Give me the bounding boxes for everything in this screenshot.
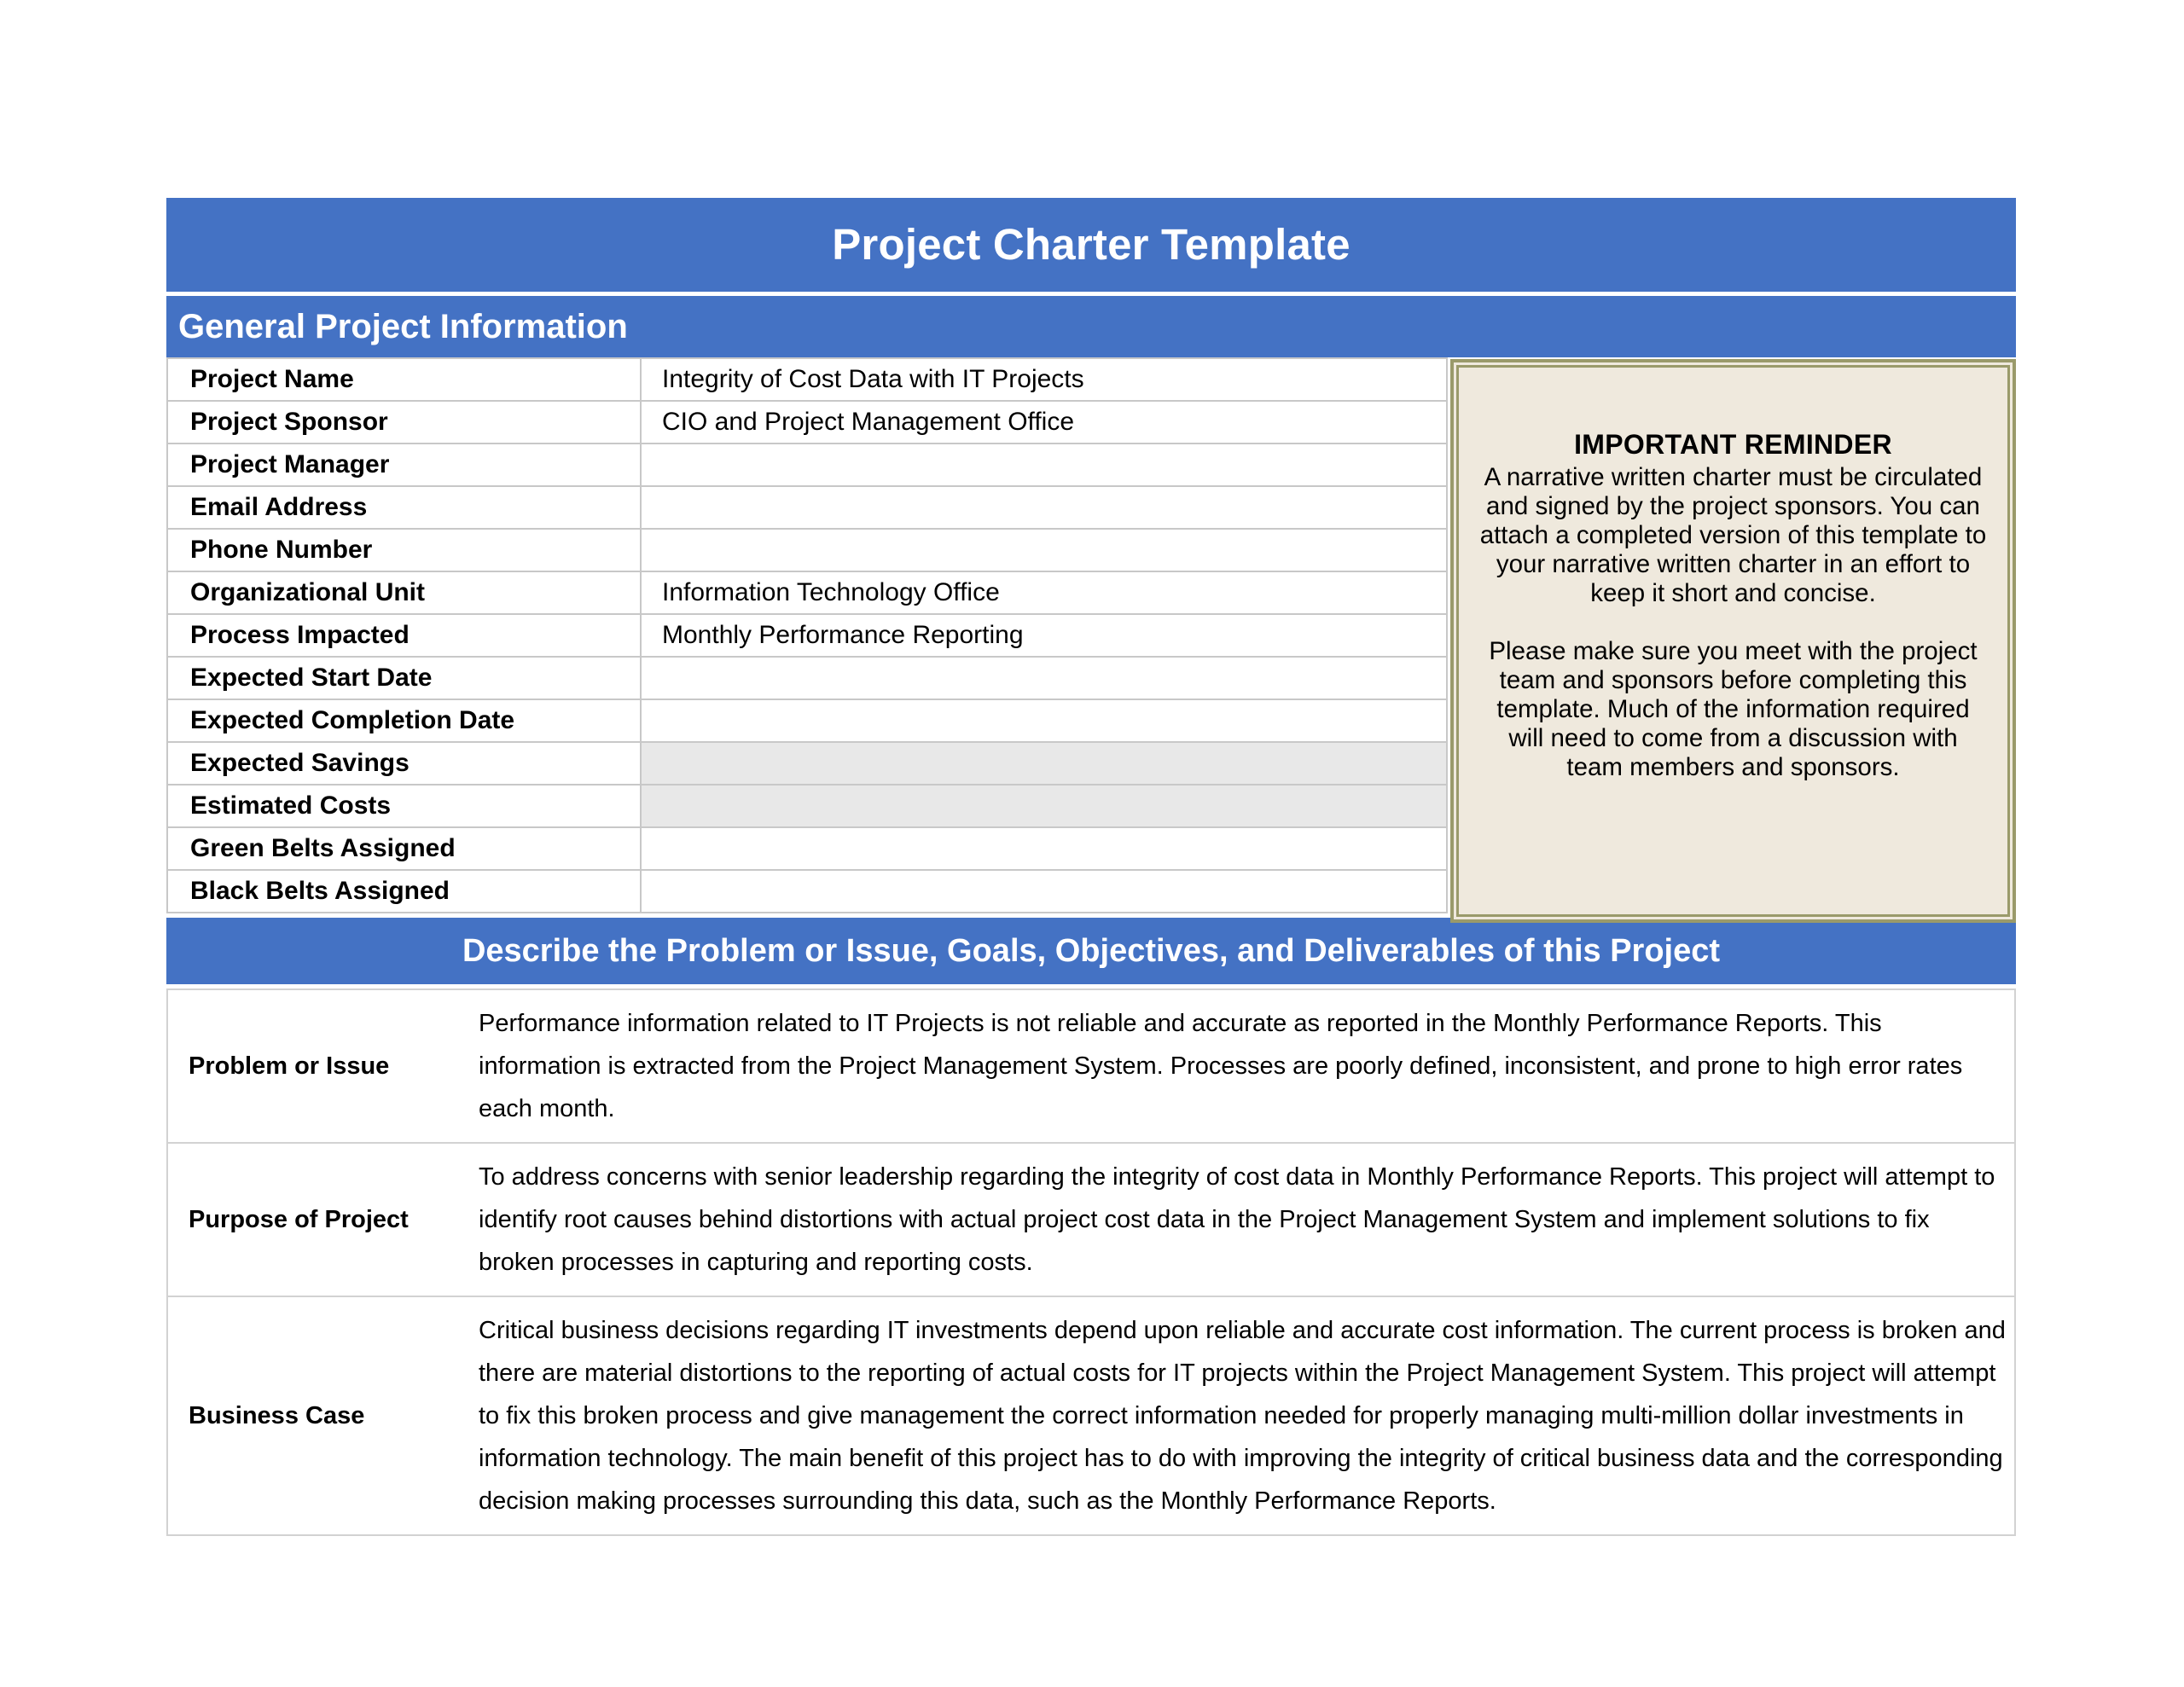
table-row bbox=[167, 989, 2015, 1143]
table-row bbox=[167, 571, 1447, 614]
table-row bbox=[167, 870, 1447, 913]
important-reminder-title: IMPORTANT REMINDER bbox=[1574, 429, 1892, 460]
important-reminder-paragraph-1: A narrative written charter must be circulated and signed by the project sponsors. You can attach a completed version of this template to your narrative written charter in an effort to keep it short and concise. bbox=[1479, 463, 1987, 607]
important-reminder-body bbox=[1456, 365, 2010, 917]
important-reminder-paragraph-2: Please make sure you meet with the project team and sponsors before completing this template. Much of the information required will need to come from a discussion with team members and sponsors. bbox=[1489, 637, 1978, 781]
table-row bbox=[167, 529, 1447, 571]
info-row-value[interactable] bbox=[641, 443, 1447, 486]
table-row bbox=[167, 443, 1447, 486]
info-row-value[interactable]: Information Technology Office bbox=[641, 571, 1447, 614]
info-row-label: Project Sponsor bbox=[167, 401, 641, 443]
info-row-value[interactable] bbox=[641, 699, 1447, 742]
table-row bbox=[167, 827, 1447, 870]
info-row-label: Phone Number bbox=[167, 529, 641, 571]
important-reminder-callout bbox=[1450, 359, 2016, 923]
reminder-spacer bbox=[1478, 608, 1989, 637]
project-charter-document bbox=[166, 198, 2016, 1536]
info-row-value[interactable] bbox=[641, 785, 1447, 827]
table-row bbox=[167, 657, 1447, 699]
table-row bbox=[167, 699, 1447, 742]
info-row-label: Expected Start Date bbox=[167, 657, 641, 699]
info-row-label: Black Belts Assigned bbox=[167, 870, 641, 913]
describe-section-table bbox=[166, 988, 2016, 1536]
info-row-label: Organizational Unit bbox=[167, 571, 641, 614]
general-information-area bbox=[166, 357, 2016, 913]
table-row bbox=[167, 742, 1447, 785]
info-row-label: Email Address bbox=[167, 486, 641, 529]
table-row bbox=[167, 785, 1447, 827]
page-title: Project Charter Template bbox=[166, 198, 2016, 292]
info-row-value[interactable]: CIO and Project Management Office bbox=[641, 401, 1447, 443]
describe-row-label: Business Case bbox=[167, 1296, 479, 1535]
info-row-label: Project Name bbox=[167, 358, 641, 401]
table-row bbox=[167, 358, 1447, 401]
info-row-label: Expected Completion Date bbox=[167, 699, 641, 742]
describe-row-text[interactable]: Critical business decisions regarding IT investments depend upon reliable and accurate cost information. The current process is broken and there are material distortions to the reporting of actual costs for IT projects within the Project Management System. This project will attempt to fix this broken process and give management the correct information needed for properly managing multi-million dollar investments in information technology. The main benefit of this project has to do with improving the integrity of critical business data and the corresponding decision making processes surrounding this data, such as the Monthly Performance Reports. bbox=[479, 1296, 2015, 1535]
table-row bbox=[167, 614, 1447, 657]
info-row-label: Estimated Costs bbox=[167, 785, 641, 827]
describe-row-label: Problem or Issue bbox=[167, 989, 479, 1143]
describe-row-label: Purpose of Project bbox=[167, 1143, 479, 1296]
general-information-table bbox=[166, 357, 1448, 913]
info-row-value[interactable] bbox=[641, 870, 1447, 913]
info-row-label: Process Impacted bbox=[167, 614, 641, 657]
info-row-value[interactable] bbox=[641, 827, 1447, 870]
info-row-value[interactable]: Integrity of Cost Data with IT Projects bbox=[641, 358, 1447, 401]
table-row bbox=[167, 1143, 2015, 1296]
table-row bbox=[167, 1296, 2015, 1535]
info-row-value[interactable]: Monthly Performance Reporting bbox=[641, 614, 1447, 657]
info-row-value[interactable] bbox=[641, 742, 1447, 785]
info-row-label: Green Belts Assigned bbox=[167, 827, 641, 870]
describe-row-text[interactable]: To address concerns with senior leadership regarding the integrity of cost data in Monthly Performance Reports. This project will attempt to identify root causes behind distortions with actual project cost data in the Project Management System and implement solutions to fix broken processes in capturing and reporting costs. bbox=[479, 1143, 2015, 1296]
describe-row-text[interactable]: Performance information related to IT Projects is not reliable and accurate as reported in the Monthly Performance Reports. This information is extracted from the Project Management System. Processes are poorly defined, inconsistent, and prone to high error rates each month. bbox=[479, 989, 2015, 1143]
info-row-label: Expected Savings bbox=[167, 742, 641, 785]
info-row-value[interactable] bbox=[641, 529, 1447, 571]
table-row bbox=[167, 401, 1447, 443]
table-row bbox=[167, 486, 1447, 529]
info-row-label: Project Manager bbox=[167, 443, 641, 486]
general-project-information-heading: General Project Information bbox=[166, 296, 2016, 357]
info-row-value[interactable] bbox=[641, 486, 1447, 529]
describe-section-heading: Describe the Problem or Issue, Goals, Objectives, and Deliverables of this Project bbox=[166, 918, 2016, 984]
info-row-value[interactable] bbox=[641, 657, 1447, 699]
